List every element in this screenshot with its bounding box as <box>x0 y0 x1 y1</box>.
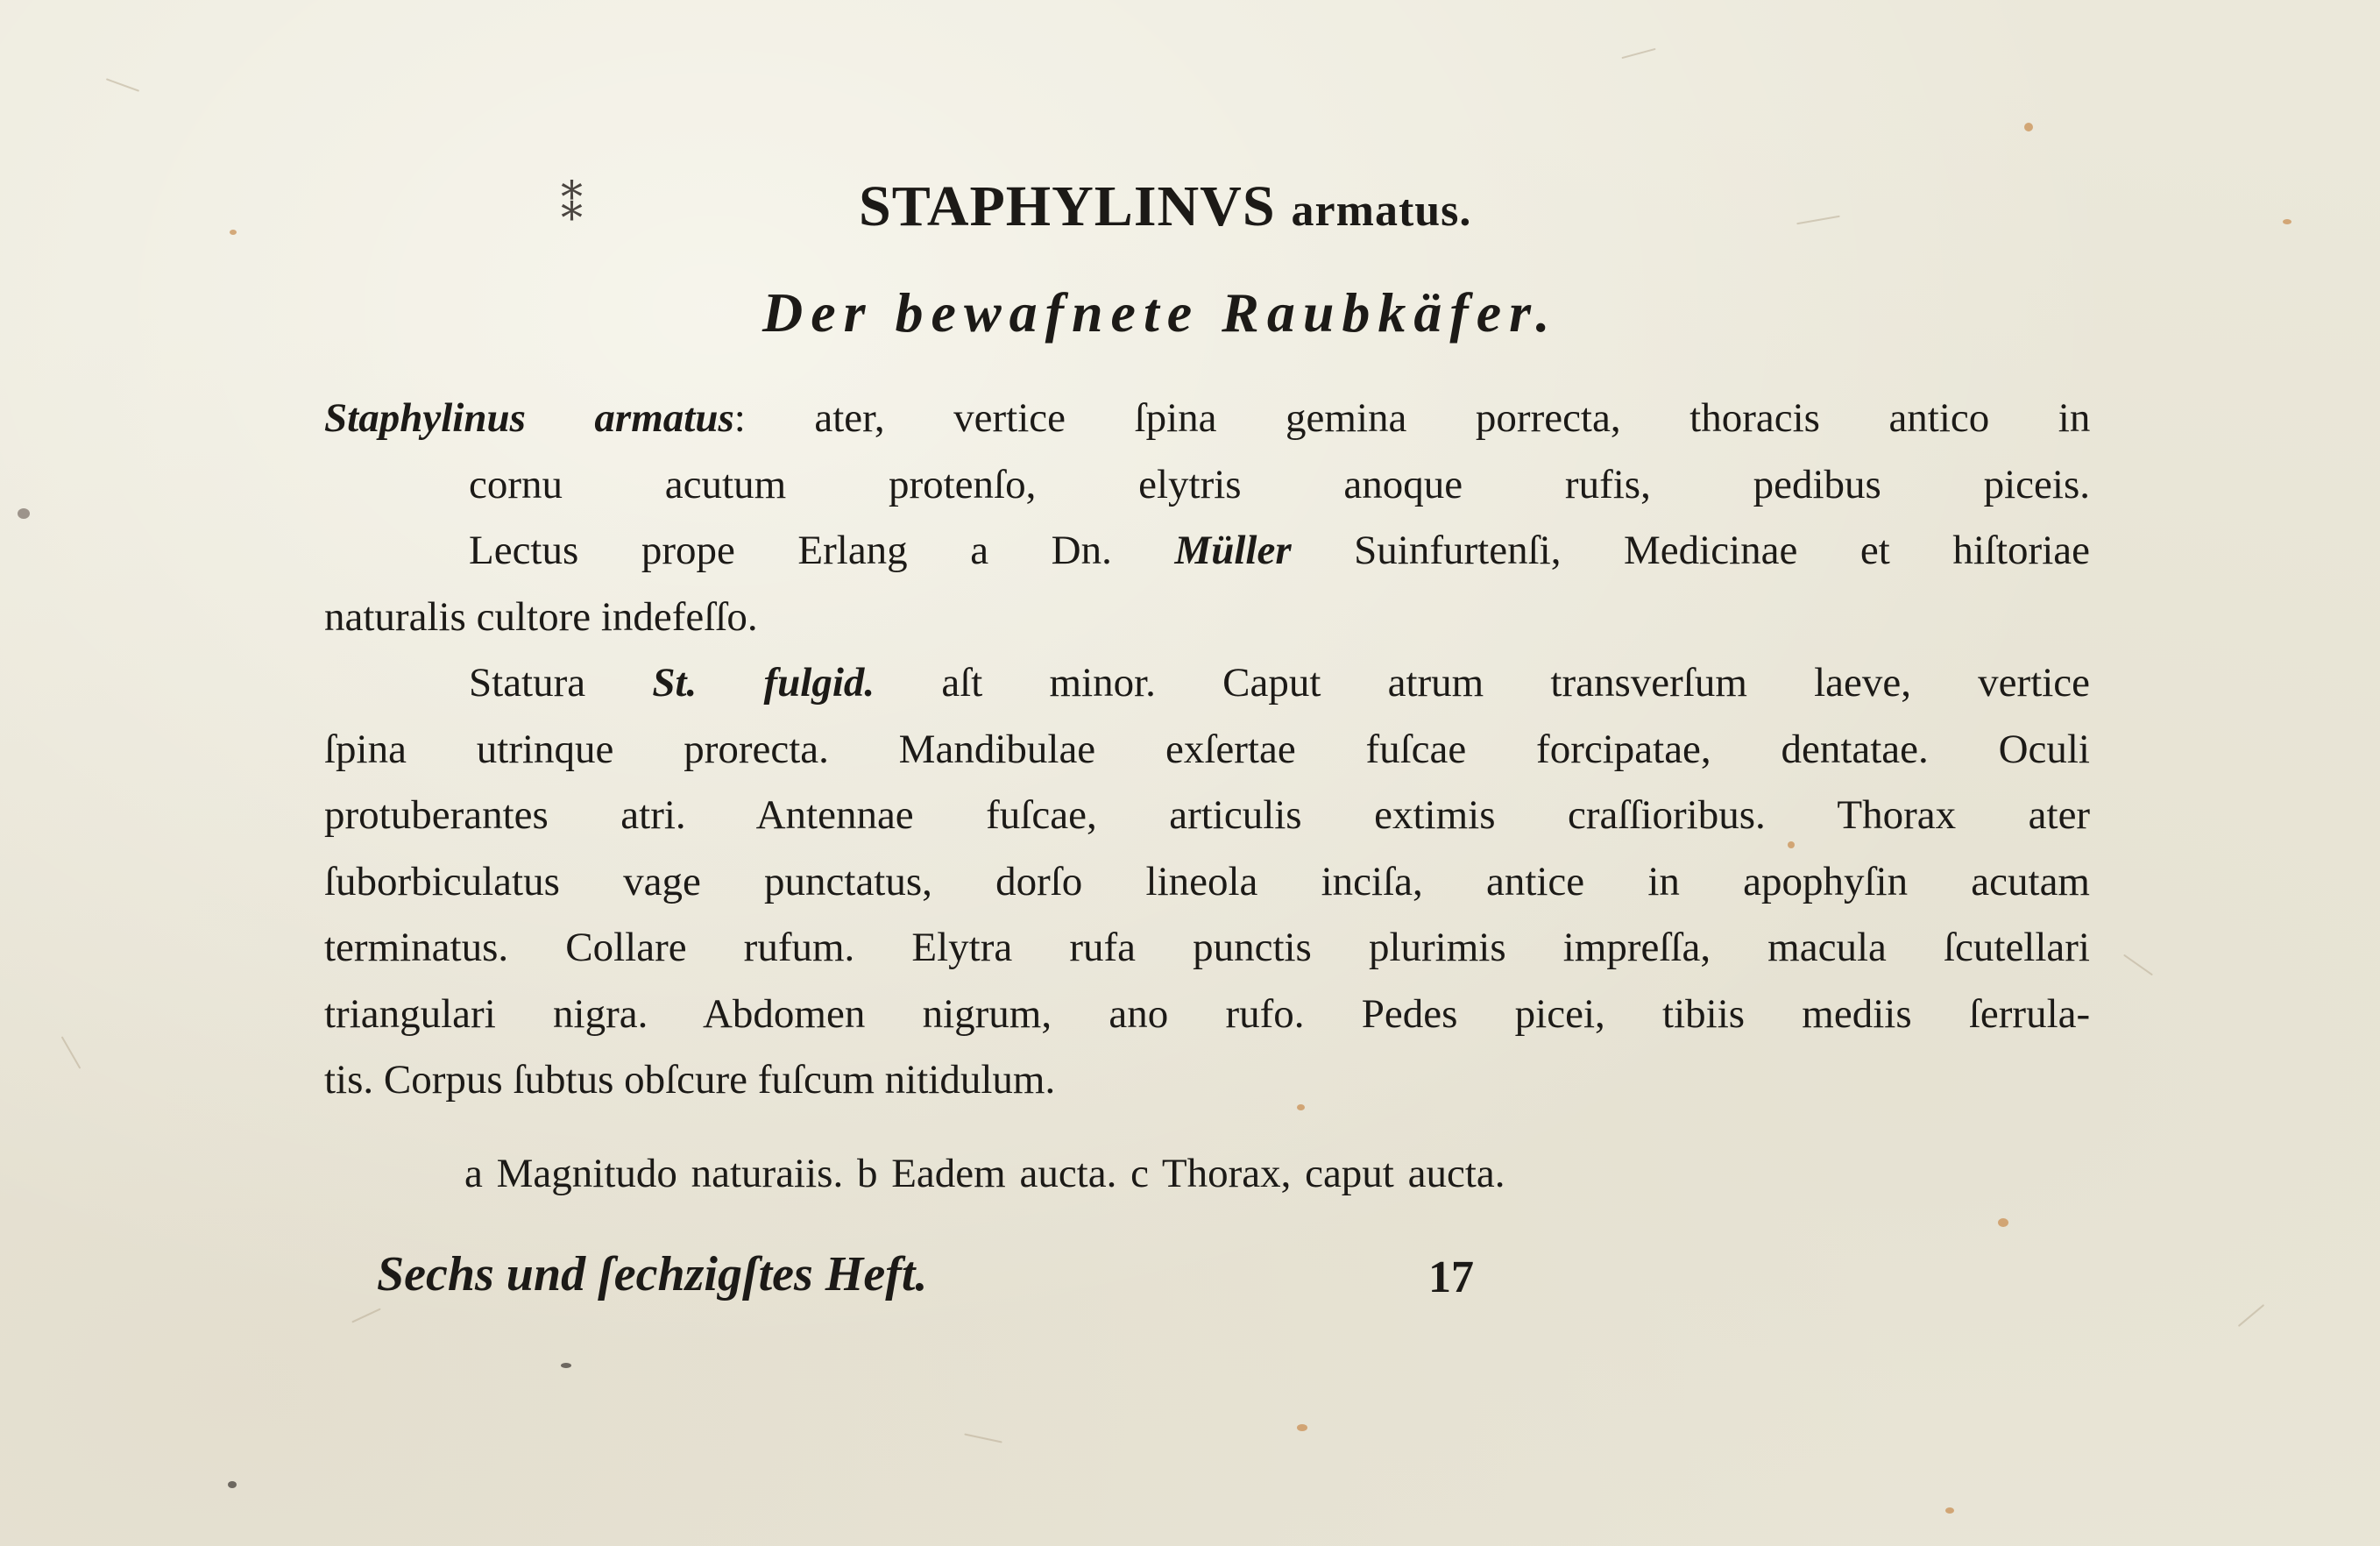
description-line: ſpina utrinque prorecta. Mandibulae exſertae fuſcae forcipatae, dentatae. Oculi <box>324 726 2090 772</box>
paper-fiber <box>351 1308 380 1323</box>
species-name: armatus. <box>1291 186 1472 236</box>
description-line: protuberantes atri. Antennae fuſcae, articulis extimis craſſioribus. Thorax ater <box>324 792 2091 838</box>
description-text: Statura <box>469 660 653 706</box>
figure-caption: a Magnitudo naturaiis. b Eadem aucta. c Thorax, caput aucta. <box>464 1151 1505 1196</box>
provenance-line-2: naturalis cultore indefeſſo. <box>324 593 758 640</box>
paper-fiber <box>1796 216 1840 225</box>
paper-fiber <box>1621 48 1655 59</box>
page-number: 17 <box>1428 1252 1474 1302</box>
provenance-line-1 <box>324 518 2090 585</box>
collector-name: Müller <box>1174 528 1292 573</box>
genus-name: STAPHYLINVS <box>859 174 1276 238</box>
diagnosis-line-1 <box>324 386 2090 452</box>
page-title <box>859 174 1471 240</box>
paper-speck <box>1297 1424 1307 1431</box>
provenance-text: Suinfurtenſi, Medicinae et hiſtoriae <box>1291 528 2090 573</box>
paper-fiber <box>2123 954 2153 976</box>
ink-blot: ⁑ <box>561 180 583 230</box>
paper-speck <box>230 230 237 235</box>
common-name-heading: Der bewafnete Raubkäfer. <box>762 281 1558 344</box>
description-line-1 <box>324 650 2090 717</box>
diagnosis-line-2: cornu acutum protenſo, elytris anoque rufis, pedibus piceis. <box>469 461 2090 507</box>
description-line: triangulari nigra. Abdomen nigrum, ano rufo. Pedes picei, tibiis mediis ſerrula- <box>324 990 2091 1037</box>
paper-speck <box>2024 123 2033 131</box>
provenance-text: Lectus prope Erlang a Dn. <box>469 528 1175 573</box>
paper-speck <box>228 1481 237 1488</box>
paper-speck <box>2283 219 2291 224</box>
diagnosis-text: : ater, vertice ſpina gemina porrecta, thoracis antico in <box>733 395 2091 441</box>
description-line: ſuborbiculatus vage punctatus, dorſo lineola inciſa, antice in apophyſin acutam <box>324 858 2090 904</box>
paper-fiber <box>964 1433 1002 1443</box>
paper-speck <box>1998 1218 2008 1227</box>
paper-fiber <box>106 78 139 92</box>
description-line: tis. Corpus ſubtus obſcure fuſcum nitidulum. <box>324 1057 1056 1103</box>
species-description <box>324 386 2090 1114</box>
paper-fiber <box>2238 1304 2264 1327</box>
description-text: aſt minor. Caput atrum transverſum laeve, vertice <box>875 660 2091 706</box>
paper-speck <box>561 1363 571 1368</box>
description-line: terminatus. Collare rufum. Elytra rufa punctis plurimis impreſſa, macula ſcutellari <box>324 925 2090 970</box>
paper-fiber <box>61 1036 81 1068</box>
paper-speck <box>1945 1507 1954 1514</box>
signature-mark: Sechs und ſechzigſtes Heft. <box>377 1247 928 1301</box>
diagnosis-name: Staphylinus armatus <box>324 395 734 441</box>
paper-speck <box>18 508 30 519</box>
comparison-reference: St. fulgid. <box>652 660 875 706</box>
